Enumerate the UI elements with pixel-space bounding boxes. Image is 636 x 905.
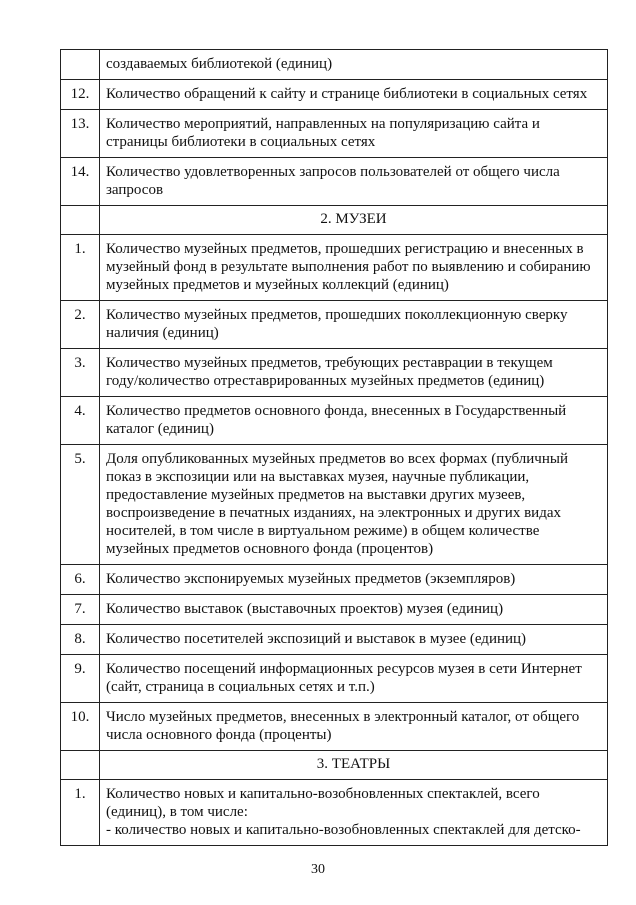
indicator-text-line: Количество новых и капитально-возобновленных спектаклей, всего [106, 786, 540, 802]
row-number: 13. [61, 110, 100, 158]
indicator-text-line: Количество обращений к сайту и странице библиотеки в социальных сетях [106, 86, 588, 102]
section-number-cell [61, 206, 100, 235]
indicator-text-line: запросов [106, 182, 164, 198]
indicator-text-line: музейный фонд в результате выполнения работ по выявлению и собиранию [106, 259, 591, 275]
indicator-text [100, 703, 608, 751]
indicator-text-line: Количество посещений информационных ресурсов музея в сети Интернет [106, 661, 582, 677]
indicator-text-line: страницы библиотеки в социальных сетях [106, 134, 376, 150]
indicator-text-line: году/количество отреставрированных музейных предметов (единиц) [106, 373, 545, 389]
indicator-text-line: Количество предметов основного фонда, внесенных в Государственный [106, 403, 567, 419]
indicators-table [60, 49, 608, 846]
indicator-text-line: музейных предметов и музейных коллекций (единиц) [106, 277, 449, 293]
section-heading: 2. МУЗЕИ [100, 206, 608, 235]
row-number: 12. [61, 80, 100, 110]
table-row [61, 703, 608, 751]
row-number: 3. [61, 349, 100, 397]
page-number: 30 [311, 862, 325, 877]
indicator-text-line: Количество музейных предметов, прошедших поколлекционную сверку [106, 307, 568, 323]
indicator-text [100, 445, 608, 565]
indicator-text-line: Количество музейных предметов, требующих реставрации в текущем [106, 355, 553, 371]
table-row [61, 595, 608, 625]
indicator-text-line: создаваемых библиотекой (единиц) [106, 56, 333, 72]
indicator-text-line: Количество музейных предметов, прошедших регистрацию и внесенных в [106, 241, 584, 257]
indicator-text-line: (сайт, страница в социальных сетях и т.п.) [106, 679, 375, 695]
indicator-text [100, 655, 608, 703]
indicator-text [100, 50, 608, 80]
row-number: 1. [61, 780, 100, 846]
table-row [61, 445, 608, 565]
indicator-text-line: Количество экспонируемых музейных предметов (экземпляров) [106, 571, 516, 587]
indicator-text-line: носителей, в том числе в виртуальном режиме) в общем количестве [106, 523, 540, 539]
table-row [61, 397, 608, 445]
indicator-text [100, 235, 608, 301]
section-museums [61, 206, 608, 235]
table-row [61, 235, 608, 301]
table-row [61, 780, 608, 846]
indicator-text-line: Количество удовлетворенных запросов пользователей от общего числа [106, 164, 560, 180]
row-number: 9. [61, 655, 100, 703]
indicator-text-line: Число музейных предметов, внесенных в электронный каталог, от общего [106, 709, 580, 725]
row-number: 4. [61, 397, 100, 445]
indicator-text [100, 301, 608, 349]
row-number [61, 50, 100, 80]
indicator-text [100, 780, 608, 846]
indicator-text [100, 397, 608, 445]
indicator-text-line: показ в экспозиции или на выставках музея, научные публикации, [106, 469, 530, 485]
section-heading: 3. ТЕАТРЫ [100, 751, 608, 780]
row-number: 5. [61, 445, 100, 565]
row-number: 6. [61, 565, 100, 595]
table-row [61, 565, 608, 595]
indicators-table-body [61, 50, 608, 846]
row-number: 2. [61, 301, 100, 349]
indicator-text-line: Количество выставок (выставочных проектов) музея (единиц) [106, 601, 504, 617]
row-number: 14. [61, 158, 100, 206]
indicator-text [100, 595, 608, 625]
section-number-cell [61, 751, 100, 780]
table-row [61, 158, 608, 206]
indicator-text [100, 158, 608, 206]
table-row [61, 349, 608, 397]
indicator-text-line: музейных предметов основного фонда (процентов) [106, 541, 434, 557]
indicator-text-line: каталог (единиц) [106, 421, 214, 437]
indicator-text-line: Количество мероприятий, направленных на популяризацию сайта и [106, 116, 540, 132]
indicator-text-line: Доля опубликованных музейных предметов во всех формах (публичный [106, 451, 568, 467]
row-number: 1. [61, 235, 100, 301]
table-row [61, 50, 608, 80]
indicator-text [100, 625, 608, 655]
indicator-text-line: предоставление музейных предметов на выставки других музеев, [106, 487, 526, 503]
indicator-text-line: наличия (единиц) [106, 325, 219, 341]
table-row [61, 625, 608, 655]
indicator-text-line: - количество новых и капитально-возобновленных спектаклей для детско- [106, 822, 581, 838]
indicator-text [100, 565, 608, 595]
row-number: 8. [61, 625, 100, 655]
indicator-text-line: воспроизведение в печатных изданиях, на электронных и других видах [106, 505, 561, 521]
row-number: 10. [61, 703, 100, 751]
table-row [61, 655, 608, 703]
indicator-text-line: Количество посетителей экспозиций и выставок в музее (единиц) [106, 631, 527, 647]
table-row [61, 80, 608, 110]
indicator-text-line: (единиц), в том числе: [106, 804, 248, 820]
indicator-text [100, 80, 608, 110]
indicator-text [100, 349, 608, 397]
indicator-text-line: числа основного фонда (проценты) [106, 727, 332, 743]
table-row [61, 110, 608, 158]
row-number: 7. [61, 595, 100, 625]
section-theatres [61, 751, 608, 780]
table-row [61, 301, 608, 349]
indicator-text [100, 110, 608, 158]
